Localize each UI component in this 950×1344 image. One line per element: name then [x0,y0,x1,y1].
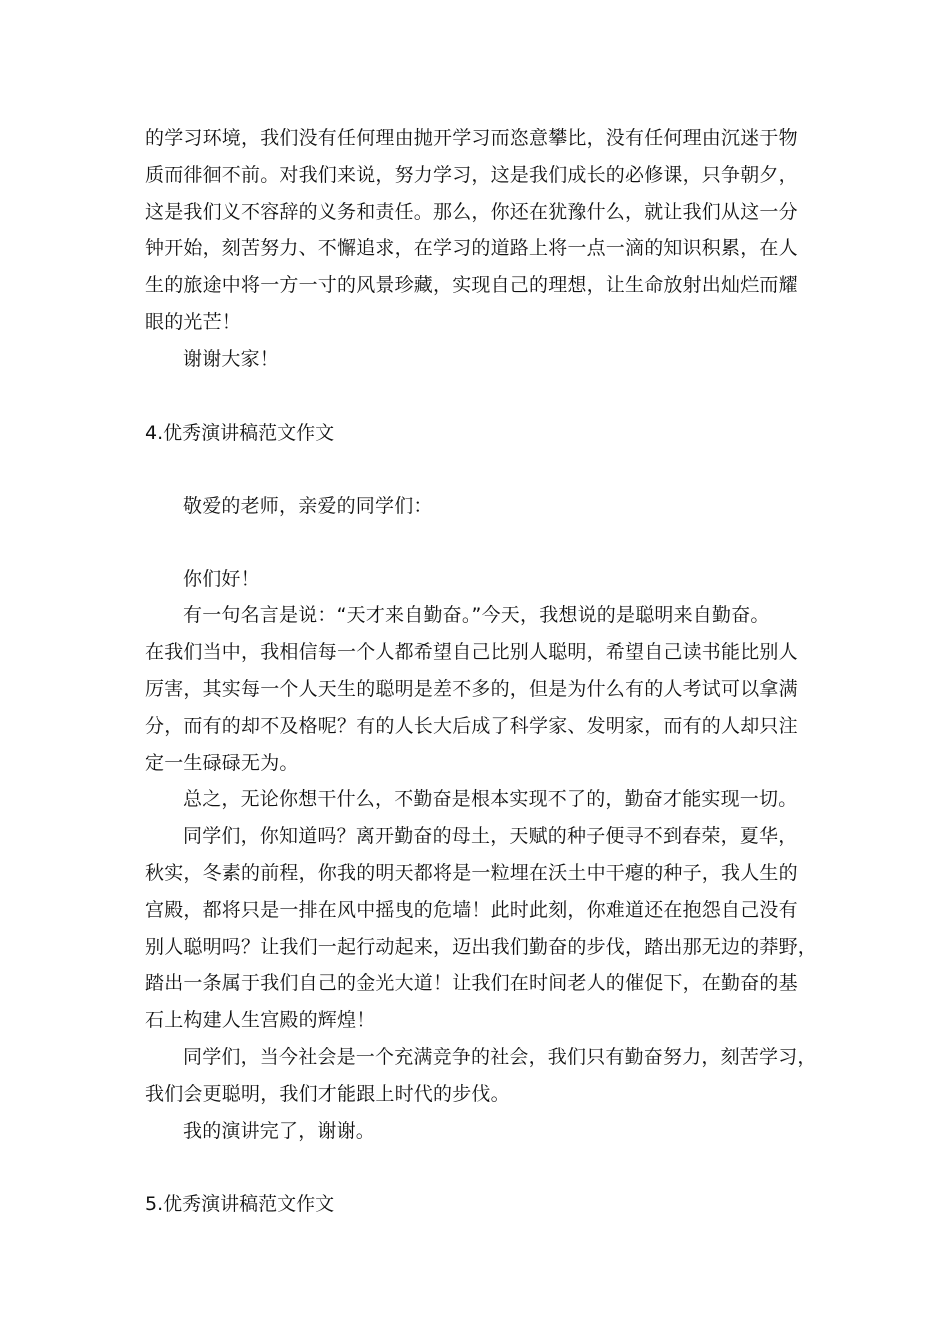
paragraph-line: 宫殿，都将只是一排在风中摇曳的危墙！此时此刻，你难道还在抱怨自己没有 [145,899,798,921]
paragraph-line: 生的旅途中将一方一寸的风景珍藏，实现自己的理想，让生命放射出灿烂而耀 [145,274,798,296]
paragraph-line: 有一句名言是说：“天才来自勤奋。”今天，我想说的是聪明来自勤奋。 [183,604,770,626]
paragraph-line: 别人聪明吗？让我们一起行动起来，迈出我们勤奋的步伐，踏出那无边的莽野， [145,936,818,958]
paragraph-line: 石上构建人生宫殿的辉煌！ [145,1009,376,1031]
section-heading: 5.优秀演讲稿范文作文 [145,1193,335,1215]
salutation: 敬爱的老师，亲爱的同学们： [183,495,433,517]
paragraph-line: 总之，无论你想干什么，不勤奋是根本实现不了的，勤奋才能实现一切。 [183,788,798,810]
paragraph-line: 踏出一条属于我们自己的金光大道！让我们在时间老人的催促下，在勤奋的基 [145,972,798,994]
closing-line: 谢谢大家！ [183,348,280,370]
greeting: 你们好！ [183,568,260,590]
section-heading: 4.优秀演讲稿范文作文 [145,422,335,444]
paragraph-line: 钟开始，刻苦努力、不懈追求，在学习的道路上将一点一滴的知识积累，在人 [145,237,798,259]
paragraph-line: 这是我们义不容辞的义务和责任。那么，你还在犹豫什么，就让我们从这一分 [145,201,798,223]
paragraph-line: 同学们，你知道吗？离开勤奋的母土，天赋的种子便寻不到春荣，夏华， [183,825,798,847]
closing-line: 我的演讲完了，谢谢。 [183,1120,376,1142]
paragraph-line: 定一生碌碌无为。 [145,752,299,774]
paragraph-line: 在我们当中，我相信每一个人都希望自己比别人聪明，希望自己读书能比别人 [145,641,798,663]
paragraph-line: 分，而有的却不及格呢？有的人长大后成了科学家、发明家，而有的人却只注 [145,715,798,737]
paragraph-line: 质而徘徊不前。对我们来说，努力学习，这是我们成长的必修课，只争朝夕， [145,164,798,186]
paragraph-line: 厉害，其实每一个人天生的聪明是差不多的，但是为什么有的人考试可以拿满 [145,678,798,700]
paragraph-line: 的学习环境，我们没有任何理由抛开学习而恣意攀比，没有任何理由沉迷于物 [145,127,798,149]
paragraph-line: 同学们，当今社会是一个充满竞争的社会，我们只有勤奋努力，刻苦学习， [183,1046,817,1068]
paragraph-line: 秋实，冬素的前程，你我的明天都将是一粒埋在沃土中干瘪的种子，我人生的 [145,862,798,884]
paragraph-line: 眼的光芒！ [145,311,242,333]
paragraph-line: 我们会更聪明，我们才能跟上时代的步伐。 [145,1083,510,1105]
